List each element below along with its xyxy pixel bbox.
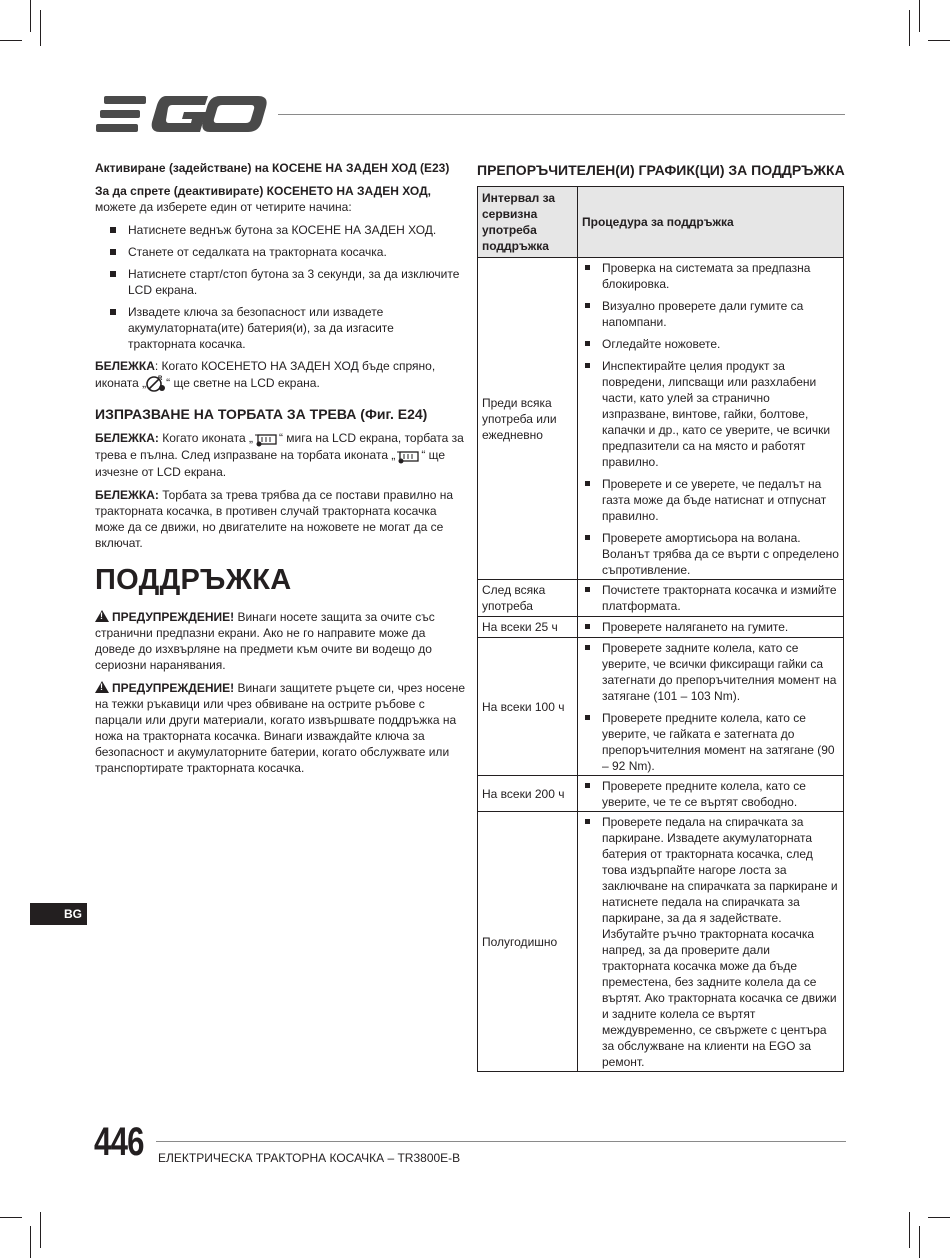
procedure-cell [578,776,844,812]
footer-rule [156,1141,846,1142]
crop-mark [919,0,920,32]
list-item: Проверете налягането на гумите. [582,619,839,635]
note-bag-install [95,487,465,551]
list-item: Инспектирайте целия продукт за повредени, липсващи или разхлабени части, като улей за странично изпразване, винтове, гайки, болтове, капачки и др., като се уверите, че всички предпазители са на място и работят правилно. [582,358,839,470]
right-column [477,160,845,1072]
crop-mark [40,10,41,46]
crop-mark [928,40,950,41]
list-item: Проверете и се уверете, че педалът на газта може да бъде натиснат и отпуснат правилно. [582,476,839,524]
page-number: 446 [94,1120,144,1164]
list-item: Натиснете старт/стоп бутона за 3 секунди, за да изключите LCD екрана. [95,266,465,298]
note-label: БЕЛЕЖКА [95,359,155,373]
maintenance-heading: ПОДДРЪЖКА [95,564,292,596]
list-item: Натиснете веднъж бутона за КОСЕНЕ НА ЗАДЕН ХОД. [95,222,465,238]
note-text: “ мига на LCD екрана, торбата за трева е пълна. След изпразване на торбата иконата „ [95,431,464,462]
column-header-procedure: Процедура за поддръжка [578,187,844,258]
procedure-cell [578,580,844,617]
warning-icon [95,681,109,693]
note-label: БЕЛЕЖКА: [95,488,159,502]
interval-cell: Преди всяка употреба или ежедневно [478,258,578,580]
procedure-cell [578,638,844,776]
crop-mark [909,10,910,46]
note-text: “ ще изчезне от LCD екрана. [95,448,446,479]
crop-mark [909,1212,910,1248]
crop-mark [0,40,22,41]
warning-icon [95,610,109,622]
column-header-interval: Интервал за сервизна употреба поддръжка [478,187,578,258]
reverse-mow-icon [146,374,166,392]
empty-bag-heading: ИЗПРАЗВАНЕ НА ТОРБАТА ЗА ТРЕВА (Фиг. E24) [95,406,428,422]
note-reverse-mow [95,358,465,392]
warning-label: ПРЕДУПРЕЖДЕНИЕ! [112,681,235,695]
note-text: Торбата за трева трябва да се постави правилно на тракторната косачка, в противен случай тракторната косачка може да се движи, но двигателите на ножовете не могат да се включат. [95,488,454,550]
interval-cell: След всяка употреба [478,580,578,617]
table-row [478,812,844,1072]
list-item: Станете от седалката на тракторната косачка. [95,244,465,260]
list-item: Проверка на системата за предпазна блокировка. [582,260,839,292]
interval-cell: На всеки 25 ч [478,617,578,638]
svg-text:R: R [158,376,163,382]
warning-text: Винаги носете защита за очите със странични предпазни екрани. Ако не го направите може да доведе до изхвърляне на предмети към очите ви водещо до сериозни наранявания. [95,610,435,672]
interval-cell: Полугодишно [478,812,578,1072]
procedure-cell [578,258,844,580]
table-row [478,617,844,638]
crop-mark [928,1217,950,1218]
crop-mark [30,0,31,32]
crop-mark [0,1217,22,1218]
table-header-row [478,187,844,258]
stop-options-list [95,222,465,352]
schedule-title: ПРЕПОРЪЧИТЕЛЕН(И) ГРАФИК(ЦИ) ЗА ПОДДРЪЖКА [477,162,845,178]
interval-cell: На всеки 200 ч [478,776,578,812]
stop-intro-bold: За да спрете (деактивирате) КОСЕНЕТО НА ЗАДЕН ХОД, [95,184,431,198]
list-item: Проверете амортисьора на волана. Воланът трябва да се върти с определено съпротивление. [582,530,839,578]
list-item: Проверете предните колела, като се уверите, че те се въртят свободно. [582,778,839,810]
list-item: Проверете задните колела, като се уверите, че всички фиксиращи гайки са затегнати до препоръчителния момент на затягане (101 – 103 Nm). [582,640,839,704]
left-column [95,160,465,783]
warning-label: ПРЕДУПРЕЖДЕНИЕ! [112,610,235,624]
list-item: Визуално проверете дали гумите са напомпани. [582,298,839,330]
language-tab: BG [30,903,87,925]
crop-mark [919,1226,920,1258]
maintenance-schedule-table [477,186,844,1072]
table-row [478,776,844,812]
warning-hand-protection [95,680,465,776]
reverse-mow-title: Активиране (задействане) на КОСЕНЕ НА ЗАДЕН ХОД (E23) [95,161,450,175]
list-item: Проверете педала на спирачката за паркиране. Извадете акумулаторната батерия от тракторната косачка, след това издърпайте нагоре лоста за заключване на спирачката за паркиране и натиснете педала на спирачката за паркиране, за да я задействате. Избутайте ръчно тракторната косачка напред, за да проверите дали тракторната косачка може да бъде преместена, без задните колела да се въртят. Ако тракторната косачка се движи и задните колела се въртят междувременно, се свържете с центъра за обслужване на клиенти на EGO за ремонт. [582,814,839,1070]
warning-eye-protection [95,609,465,673]
table-row [478,258,844,580]
note-text: “ ще светне на LCD екрана. [166,376,320,390]
table-row [478,580,844,617]
footer-product-title: ЕЛЕКТРИЧЕСКА ТРАКТОРНА КОСАЧКА – TR3800E-B [158,1151,461,1165]
procedure-cell [578,812,844,1072]
table-row [478,638,844,776]
list-item: Почистете тракторната косачка и измийте платформата. [582,582,839,614]
warning-text: Винаги защитете ръцете си, чрез носене на тежки ръкавици или чрез обвиване на острите ръбове с парцали или други материали, когато извършвате поддръжка на ножа на тракторната косачка. Винаги изваждайте ключа за безопасност и акумулаторните батерии, когато обслужвате или транспортирате тракторната косачка. [95,681,466,775]
stop-intro [95,183,465,215]
grass-bag-icon [253,431,279,447]
list-item: Проверете предните колела, като се уверите, че гайката е затегната до препоръчителния момент на затягане (90 – 92 Nm). [582,710,839,774]
list-item: Извадете ключа за безопасност или извадете акумулаторната(ите) батерия(и), за да изгасите тракторната косачка. [95,304,465,352]
note-text: : Когато КОСЕНЕТО НА ЗАДЕН ХОД бъде спряно, иконата „ [95,359,436,390]
stop-intro-rest: можете да изберете един от четирите начина: [95,200,352,214]
ego-logo [96,93,268,135]
note-text: Когато иконата „ [158,431,253,445]
header-rule [278,114,845,115]
procedure-cell [578,617,844,638]
crop-mark [30,1226,31,1258]
list-item: Огледайте ножовете. [582,336,839,352]
crop-mark [40,1212,41,1248]
grass-bag-icon [395,448,421,464]
note-label: БЕЛЕЖКА: [95,431,159,445]
note-bag-full [95,430,465,480]
interval-cell: На всеки 100 ч [478,638,578,776]
